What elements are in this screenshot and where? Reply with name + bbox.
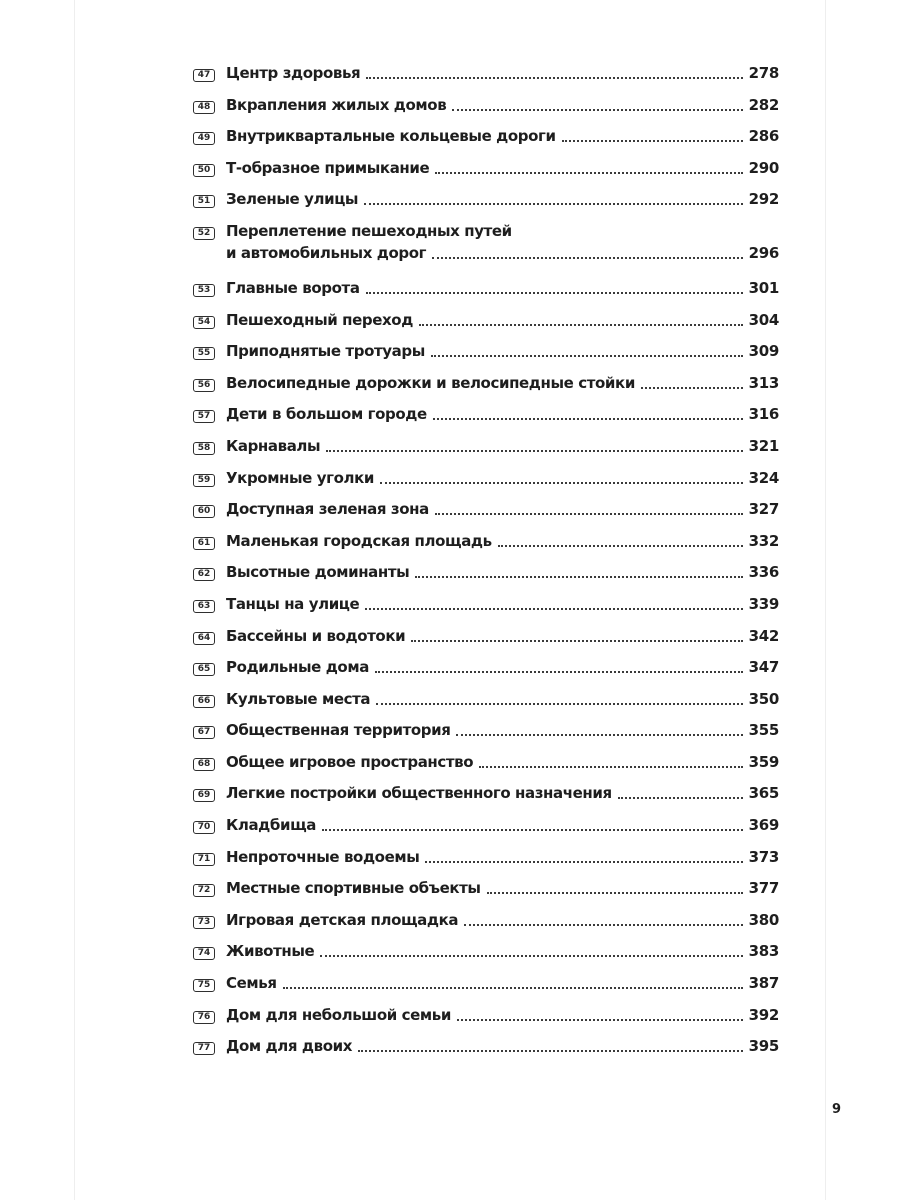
entry-title: Культовые места xyxy=(226,689,371,708)
entry-page-number: 301 xyxy=(748,278,779,297)
entry-page-number: 350 xyxy=(748,689,779,708)
dot-leader xyxy=(320,955,742,957)
entry-title: Легкие постройки общественного назначения xyxy=(226,784,612,803)
toc-entry xyxy=(193,220,779,277)
pattern-number-badge: 72 xyxy=(193,884,215,897)
toc-entry xyxy=(193,435,779,467)
toc-entry xyxy=(193,688,779,720)
entry-page-number: 296 xyxy=(748,243,779,262)
toc-entry xyxy=(193,751,779,783)
toc-entry xyxy=(193,719,779,751)
entry-page-number: 321 xyxy=(748,436,779,455)
table-of-contents xyxy=(193,62,779,1067)
entry-title: Высотные доминанты xyxy=(226,563,410,582)
dot-leader xyxy=(498,545,743,547)
dot-leader xyxy=(435,172,742,174)
entry-page-number: 355 xyxy=(748,721,779,740)
entry-page-number: 336 xyxy=(748,563,779,582)
toc-entry xyxy=(193,625,779,657)
pattern-number-badge: 68 xyxy=(193,758,215,771)
page-number: 9 xyxy=(832,1102,842,1117)
dot-leader xyxy=(618,797,743,799)
toc-entry xyxy=(193,846,779,878)
entry-title: Кладбища xyxy=(226,816,316,835)
dot-leader xyxy=(283,987,743,989)
entry-title: Велосипедные дорожки и велосипедные стойки xyxy=(226,373,635,392)
dot-leader xyxy=(487,892,743,894)
entry-title: Дом для небольшой семьи xyxy=(226,1005,451,1024)
toc-entry xyxy=(193,125,779,157)
entry-page-number: 290 xyxy=(748,158,779,177)
pattern-number-badge: 50 xyxy=(193,164,215,177)
pattern-number-badge: 66 xyxy=(193,695,215,708)
entry-page-number: 380 xyxy=(748,910,779,929)
dot-leader xyxy=(358,1050,743,1052)
book-page xyxy=(74,0,842,1200)
entry-title: Животные xyxy=(226,942,315,961)
pattern-number-badge: 67 xyxy=(193,726,215,739)
entry-title: Карнавалы xyxy=(226,436,321,455)
entry-title-line1: Переплетение пешеходных путей xyxy=(226,221,512,240)
entry-title: Общее игровое пространство xyxy=(226,752,474,771)
dot-leader xyxy=(376,703,742,705)
toc-entry xyxy=(193,940,779,972)
pattern-number-badge: 49 xyxy=(193,132,215,145)
dot-leader xyxy=(366,292,743,294)
dot-leader xyxy=(435,513,743,515)
entry-title: Семья xyxy=(226,974,277,993)
pattern-number-badge: 70 xyxy=(193,821,215,834)
pattern-number-badge: 76 xyxy=(193,1011,215,1024)
entry-title: Танцы на улице xyxy=(226,594,360,613)
dot-leader xyxy=(431,355,743,357)
entry-title: Т-образное примыкание xyxy=(226,158,430,177)
toc-entry xyxy=(193,188,779,220)
dot-leader xyxy=(457,1019,743,1021)
entry-title: Укромные уголки xyxy=(226,468,374,487)
pattern-number-badge: 63 xyxy=(193,600,215,613)
dot-leader xyxy=(380,482,743,484)
entry-title: Игровая детская площадка xyxy=(226,910,459,929)
toc-entry xyxy=(193,814,779,846)
dot-leader xyxy=(562,140,743,142)
entry-title: Бассейны и водотоки xyxy=(226,626,406,645)
entry-page-number: 365 xyxy=(748,784,779,803)
toc-entry xyxy=(193,62,779,94)
entry-page-number: 327 xyxy=(748,500,779,519)
toc-entry xyxy=(193,877,779,909)
entry-title: Дети в большом городе xyxy=(226,405,427,424)
entry-title: Общественная территория xyxy=(226,721,451,740)
entry-title: Дом для двоих xyxy=(226,1037,352,1056)
toc-entry xyxy=(193,909,779,941)
entry-title: Центр здоровья xyxy=(226,64,361,82)
toc-entry xyxy=(193,309,779,341)
entry-page-number: 324 xyxy=(748,468,779,487)
pattern-number-badge: 55 xyxy=(193,347,215,360)
entry-title: Родильные дома xyxy=(226,658,369,677)
entry-page-number: 286 xyxy=(748,127,779,146)
pattern-number-badge: 54 xyxy=(193,316,215,329)
pattern-number-badge: 69 xyxy=(193,789,215,802)
entry-page-number: 395 xyxy=(748,1037,779,1056)
toc-entry xyxy=(193,656,779,688)
toc-entry xyxy=(193,467,779,499)
dot-leader xyxy=(365,608,742,610)
pattern-number-badge: 61 xyxy=(193,537,215,550)
toc-entry xyxy=(193,972,779,1004)
dot-leader xyxy=(479,766,742,768)
entry-title: Маленькая городская площадь xyxy=(226,531,492,550)
entry-title: Непроточные водоемы xyxy=(226,847,420,866)
dot-leader xyxy=(375,671,743,673)
entry-title: Главные ворота xyxy=(226,278,360,297)
pattern-number-badge: 71 xyxy=(193,853,215,866)
entry-title: и автомобильных дорог xyxy=(226,243,427,262)
toc-entry xyxy=(193,277,779,309)
toc-entry xyxy=(193,530,779,562)
entry-page-number: 342 xyxy=(748,626,779,645)
entry-page-number: 377 xyxy=(748,879,779,898)
entry-page-number: 383 xyxy=(748,942,779,961)
dot-leader xyxy=(415,576,742,578)
dot-leader xyxy=(411,640,742,642)
pattern-number-badge: 59 xyxy=(193,474,215,487)
pattern-number-badge: 56 xyxy=(193,379,215,392)
toc-entry xyxy=(193,782,779,814)
toc-entry xyxy=(193,1004,779,1036)
entry-page-number: 313 xyxy=(748,373,779,392)
entry-page-number: 282 xyxy=(748,95,779,114)
dot-leader xyxy=(419,324,743,326)
entry-page-number: 292 xyxy=(748,190,779,209)
entry-page-number: 369 xyxy=(748,816,779,835)
entry-page-number: 309 xyxy=(748,342,779,361)
entry-page-number: 387 xyxy=(748,974,779,993)
entry-title: Зеленые улицы xyxy=(226,190,359,209)
toc-entry xyxy=(193,593,779,625)
entry-page-number: 339 xyxy=(748,594,779,613)
dot-leader xyxy=(456,734,742,736)
entry-page-number: 316 xyxy=(748,405,779,424)
entry-page-number: 278 xyxy=(748,64,779,82)
toc-entry xyxy=(193,340,779,372)
pattern-number-badge: 77 xyxy=(193,1042,215,1055)
dot-leader xyxy=(464,924,742,926)
dot-leader xyxy=(326,450,742,452)
toc-entry xyxy=(193,157,779,189)
pattern-number-badge: 48 xyxy=(193,101,215,114)
entry-page-number: 373 xyxy=(748,847,779,866)
dot-leader xyxy=(366,77,742,79)
entry-title: Вкрапления жилых домов xyxy=(226,95,447,114)
dot-leader xyxy=(433,418,743,420)
entry-title: Приподнятые тротуары xyxy=(226,342,425,361)
pattern-number-badge: 62 xyxy=(193,568,215,581)
dot-leader xyxy=(432,257,742,259)
entry-page-number: 304 xyxy=(748,310,779,329)
entry-page-number: 347 xyxy=(748,658,779,677)
entry-page-number: 332 xyxy=(748,531,779,550)
pattern-number-badge: 64 xyxy=(193,632,215,645)
dot-leader xyxy=(322,829,743,831)
dot-leader xyxy=(425,861,742,863)
toc-entry xyxy=(193,372,779,404)
pattern-number-badge: 58 xyxy=(193,442,215,455)
dot-leader xyxy=(364,203,743,205)
pattern-number-badge: 51 xyxy=(193,195,215,208)
pattern-number-badge: 47 xyxy=(193,69,215,82)
pattern-number-badge: 53 xyxy=(193,284,215,297)
pattern-number-badge: 57 xyxy=(193,410,215,423)
toc-entry xyxy=(193,1035,779,1067)
entry-title: Пешеходный переход xyxy=(226,310,413,329)
entry-title: Внутриквартальные кольцевые дороги xyxy=(226,127,556,146)
toc-entry xyxy=(193,561,779,593)
pattern-number-badge: 60 xyxy=(193,505,215,518)
dot-leader xyxy=(641,387,743,389)
entry-title: Местные спортивные объекты xyxy=(226,879,481,898)
entry-page-number: 359 xyxy=(748,752,779,771)
entry-title: Доступная зеленая зона xyxy=(226,500,429,519)
toc-entry xyxy=(193,403,779,435)
toc-entry xyxy=(193,94,779,126)
dot-leader xyxy=(452,109,742,111)
pattern-number-badge: 65 xyxy=(193,663,215,676)
pattern-number-badge: 52 xyxy=(193,227,215,240)
pattern-number-badge: 73 xyxy=(193,916,215,929)
toc-entry xyxy=(193,498,779,530)
entry-page-number: 392 xyxy=(748,1005,779,1024)
pattern-number-badge: 74 xyxy=(193,947,215,960)
pattern-number-badge: 75 xyxy=(193,979,215,992)
